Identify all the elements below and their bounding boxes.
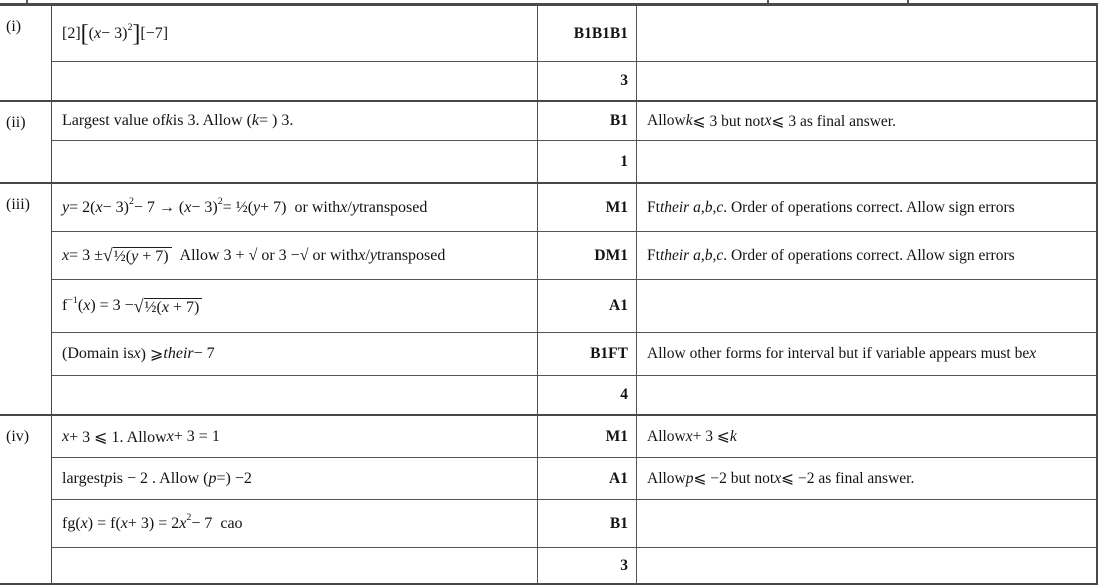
total-marks-cell: 3 — [537, 548, 637, 583]
mark-code-cell: DM1 — [537, 232, 637, 279]
answer-cell: Largest value of k is 3. Allow ( k = ) 3. — [62, 112, 294, 129]
question-part-section — [0, 416, 1096, 585]
section-rows — [52, 184, 1096, 414]
answer-cell — [52, 548, 537, 583]
comment-cell: Allow k ⩽ 3 but not x ⩽ 3 as final answer. — [647, 112, 896, 130]
table-row — [52, 184, 1096, 232]
part-label: (iii) — [0, 184, 52, 414]
mark-code-cell: M1 — [537, 416, 637, 457]
comment-cell: Ft their a , b , c . Order of operations correct. Allow sign errors — [647, 198, 1015, 216]
section-rows — [52, 6, 1096, 100]
comment-cell — [637, 141, 1096, 182]
marks-total-row — [52, 62, 1096, 100]
comment-cell — [637, 62, 1096, 100]
answer-cell: [2] [ ( x − 3) $^2$ ] [−7] — [62, 20, 169, 47]
mark-code-cell: A1 — [537, 280, 637, 332]
mark-code-cell: M1 — [537, 184, 637, 231]
answer-cell: largest p is − 2 . Allow ( p =) −2 — [62, 469, 252, 487]
marks-total-row — [52, 548, 1096, 583]
answer-cell: fg( x ) = f( x + 3) = 2 x $^2$ − 7 cao — [62, 512, 243, 532]
column-stub — [26, 0, 28, 3]
radical: √½(x + 7) — [134, 296, 203, 317]
answer-cell: f $^{-1}$ ( x ) = 3 − √½(x + 7) — [52, 280, 537, 332]
comment-cell — [637, 548, 1096, 583]
comment-cell: Ft their a , b , c . Order of operations correct. Allow sign errors — [647, 246, 1015, 264]
marks-total-row — [52, 376, 1096, 414]
table-top-stubs — [0, 0, 1098, 3]
comment-cell: Allow other forms for interval but if variable appears must be x — [647, 345, 1037, 362]
question-part-section — [0, 184, 1096, 416]
table-row — [52, 416, 1096, 458]
mark-code-cell: A1 — [537, 458, 637, 499]
part-label: (ii) — [0, 102, 52, 182]
comment-cell — [637, 6, 1096, 61]
total-marks-cell: 3 — [537, 62, 637, 100]
answer-cell: x + 3 ⩽ 1. Allow x + 3 = 1 — [62, 427, 220, 446]
comment-cell — [637, 280, 1096, 332]
comment-cell — [637, 500, 1096, 547]
answer-cell: x = 3 ± √½(y + 7) Allow 3 + √ or 3 −√ or with x / y transposed — [62, 245, 446, 265]
mark-scheme-table-body — [0, 3, 1098, 585]
column-stub — [907, 0, 909, 3]
table-row — [52, 458, 1096, 500]
question-part-section — [0, 102, 1096, 184]
comment-cell: Allow p ⩽ −2 but not x ⩽ −2 as final answer. — [647, 469, 915, 487]
table-row — [52, 102, 1096, 141]
table-row — [52, 500, 1096, 548]
answer-cell — [52, 62, 537, 100]
answer-cell — [52, 376, 537, 414]
column-stub — [767, 0, 769, 3]
table-row — [52, 333, 1096, 376]
answer-cell: (Domain is x ) ⩾ their − 7 — [62, 345, 215, 363]
question-part-section — [0, 6, 1096, 102]
radical: √½(y + 7) — [103, 245, 172, 266]
mark-code-cell: B1B1B1 — [537, 6, 637, 61]
table-row — [52, 232, 1096, 280]
section-rows — [52, 102, 1096, 182]
mark-code-cell: B1FT — [537, 333, 637, 375]
total-marks-cell: 1 — [537, 141, 637, 182]
comment-cell: Allow x + 3 ⩽ k — [647, 427, 737, 445]
mark-code-cell: B1 — [537, 102, 637, 140]
total-marks-cell: 4 — [537, 376, 637, 414]
part-label: (i) — [0, 6, 52, 100]
marks-total-row — [52, 141, 1096, 182]
comment-cell — [637, 376, 1096, 414]
table-row — [52, 6, 1096, 62]
answer-cell: y = 2( x − 3) $^2$ − 7 → ( x − 3) $^2$ = ½( y + 7) or with x / y transposed — [62, 196, 428, 216]
section-rows — [52, 416, 1096, 583]
table-row — [52, 280, 1096, 333]
part-label: (iv) — [0, 416, 52, 583]
answer-cell — [52, 141, 537, 182]
mark-code-cell: B1 — [537, 500, 637, 547]
